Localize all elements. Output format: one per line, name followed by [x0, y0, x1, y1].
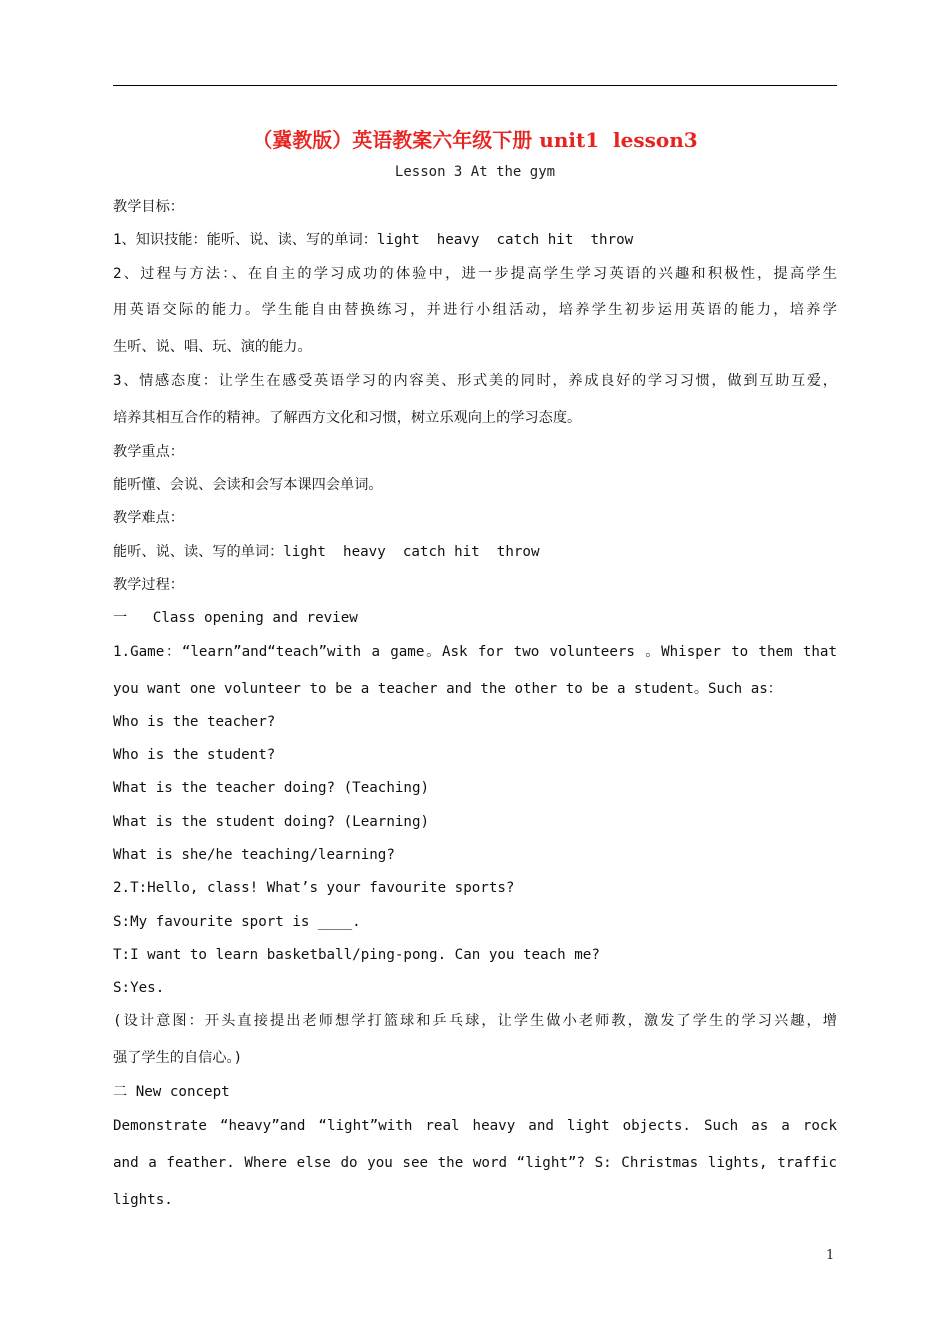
step-heading: 一 Class opening and review	[113, 610, 358, 626]
document-title: （冀教版）英语教案六年级下册 unit1 lesson3	[252, 128, 698, 152]
section-heading-difficulties: 教学难点：	[113, 510, 184, 526]
lesson-subtitle: Lesson 3 At the gym	[394, 164, 556, 180]
text-line: 2.T:Hello, class! What’s your favourite sports?	[113, 880, 515, 896]
text-line: and a feather. Where else do you see the word “light”? S: Christmas lights, traffic	[113, 1155, 837, 1171]
text-line: 用英语交际的能力。学生能自由替换练习，并进行小组活动，培养学生初步运用英语的能力，培养学	[113, 302, 837, 318]
text-line: you want one volunteer to be a teacher and the other to be a student。Such as：	[113, 681, 782, 697]
text-line: T:I want to learn basketball/ping-pong. Can you teach me?	[113, 947, 600, 963]
text-line: Who is the teacher?	[113, 714, 276, 730]
text-line: (设计意图：开头直接提出老师想学打篮球和乒乓球，让学生做小老师教，激发了学生的学习兴趣，增	[113, 1013, 837, 1029]
text-line: Who is the student?	[113, 747, 276, 763]
header-rule	[113, 85, 837, 86]
text-line: 强了学生的自信心。)	[113, 1050, 243, 1066]
text-line: lights.	[113, 1192, 173, 1208]
text-line: S:Yes.	[113, 980, 165, 996]
section-heading-process: 教学过程：	[113, 577, 184, 593]
text-line: 1、知识技能：能听、说、读、写的单词：light heavy catch hit throw	[113, 232, 634, 248]
text-line: 能听懂、会说、会读和会写本课四会单词。	[113, 477, 383, 493]
text-line: 3、情感态度：让学生在感受英语学习的内容美、形式美的同时，养成良好的学习习惯，做到互助互爱，	[113, 373, 837, 389]
step-heading: 二 New concept	[113, 1084, 230, 1100]
text-line: 培养其相互合作的精神。了解西方文化和习惯，树立乐观向上的学习态度。	[113, 410, 582, 426]
section-heading-objectives: 教学目标：	[113, 199, 184, 215]
text-line: 1.Game：“learn”and“teach”with a game。Ask for two volunteers 。Whisper to them that	[113, 644, 837, 660]
page-number: 1	[826, 1248, 835, 1263]
text-line: What is the student doing? (Learning)	[113, 814, 430, 830]
text-line: Demonstrate “heavy”and “light”with real heavy and light objects. Such as a rock	[113, 1118, 837, 1134]
section-heading-key-points: 教学重点：	[113, 444, 184, 460]
text-line: What is she/he teaching/learning?	[113, 847, 395, 863]
text-line: 生听、说、唱、玩、演的能力。	[113, 339, 312, 355]
text-line: S:My favourite sport is ____.	[113, 914, 361, 930]
text-line: 2、过程与方法：、在自主的学习成功的体验中，进一步提高学生学习英语的兴趣和积极性，提高学生	[113, 266, 837, 282]
text-line: 能听、说、读、写的单词：light heavy catch hit throw	[113, 544, 540, 560]
text-line: What is the teacher doing? (Teaching)	[113, 780, 430, 796]
